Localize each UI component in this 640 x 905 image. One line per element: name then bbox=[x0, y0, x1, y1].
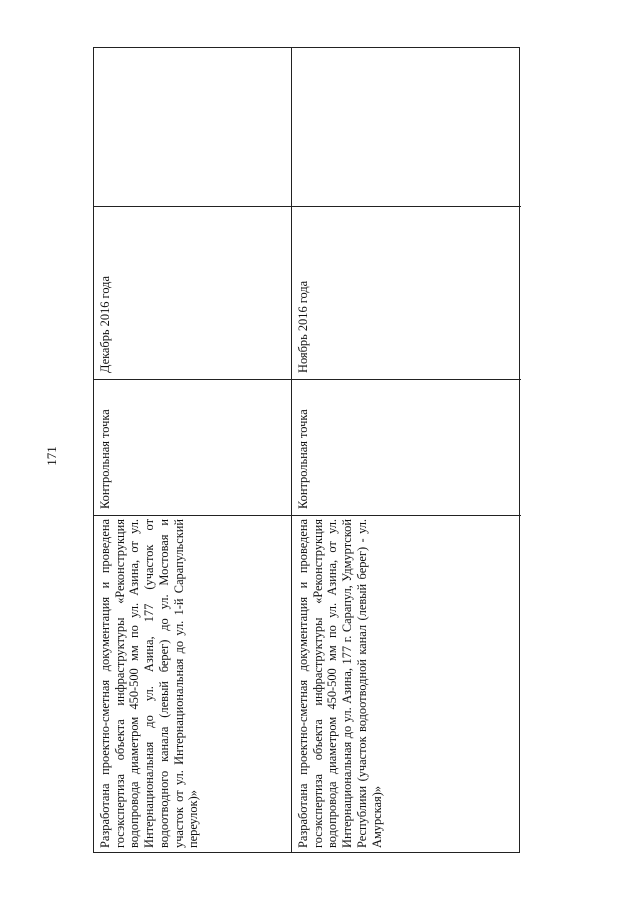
document-table bbox=[93, 47, 520, 853]
table-cell-date bbox=[292, 206, 521, 379]
description-text: Разработана проектно-сметная документация и проведена госэкспертиза объекта инфраструктуры «Реконструкция водопровода диаметром 450-500 мм по ул. Азина, от ул. Интернациональная до ул. Азина, 177 г. Сарапул, Удмуртской Республики (участок водоотводной канал (левый берег) - ул. Амурская)» bbox=[296, 519, 384, 848]
table-cell-blank bbox=[292, 48, 521, 206]
table-cell-blank bbox=[94, 48, 291, 206]
table-cell-type bbox=[292, 379, 521, 515]
page-number: 171 bbox=[44, 446, 59, 466]
date-text: Декабрь 2016 года bbox=[98, 276, 112, 373]
date-text: Ноябрь 2016 года bbox=[296, 280, 310, 373]
table-cell-description bbox=[94, 515, 291, 854]
table-row bbox=[94, 48, 291, 852]
table-row bbox=[291, 48, 521, 852]
table-cell-type bbox=[94, 379, 291, 515]
type-text: Контрольная точка bbox=[296, 409, 310, 509]
description-text: Разработана проектно-сметная документация и проведена госэкспертиза объекта инфраструктуры «Реконструкция водопровода диаметром 450-500 мм по ул. Азина, от ул. Интернациональная до ул. Азина, 177 (участок от водоотводного канала (левый берег) до ул. Мостовая и участок от ул. Интернациональная до ул. 1-й Сарапульский переулок)» bbox=[98, 519, 201, 848]
table-cell-description bbox=[292, 515, 521, 854]
table-cell-date bbox=[94, 206, 291, 379]
type-text: Контрольная точка bbox=[98, 409, 112, 509]
